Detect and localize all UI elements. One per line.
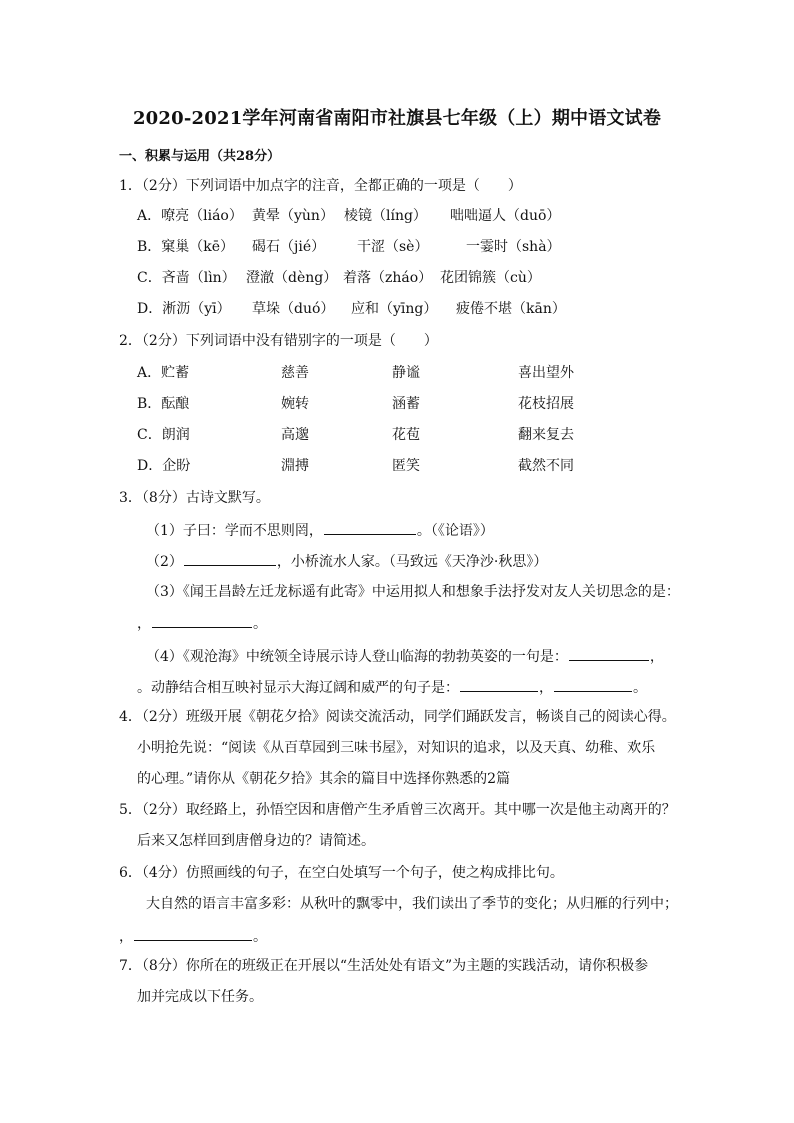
question-5-line-2: 后来又怎样回到唐僧身边的？请简述。: [137, 833, 375, 849]
option-b-3: 涵蓄: [392, 396, 420, 412]
option-c-1: C．朗润: [137, 427, 190, 443]
option-d-2: 淵搏: [281, 458, 309, 474]
answer-blank[interactable]: [324, 520, 416, 535]
question-3-stem: 3．（8分）古诗文默写。: [119, 490, 270, 506]
option-a-3: 棱镜（líng）: [344, 208, 427, 224]
q3-sub-1: [146, 520, 494, 540]
question-6-answer: [119, 926, 267, 946]
option-b-2: 碣石（jié）: [252, 239, 326, 255]
answer-blank[interactable]: [184, 551, 276, 566]
option-c-3: 着落（zháo）: [343, 270, 433, 286]
option-b-2: 婉转: [281, 396, 309, 412]
q3-sub-1-text: （1）子曰：学而不思则罔，: [146, 523, 323, 539]
question-4-line-3: 的心理。”请你从《朝花夕拾》其余的篇目中选择你熟悉的2篇: [137, 771, 511, 787]
question-4-line-1: 4．（2分）班级开展《朝花夕拾》阅读交流活动，同学们踊跃发言，畅谈自己的阅读心得。: [119, 709, 676, 725]
period: 。: [253, 616, 267, 632]
option-c-4: 翻来复去: [518, 427, 574, 443]
answer-blank[interactable]: [152, 613, 252, 628]
q3-sub-1-source: 。（《论语》）: [416, 523, 494, 539]
q3-sub-3: （3）《闻王昌龄左迁龙标遥有此寄》中运用拟人和想象手法抒发对友人关切思念的是：: [146, 584, 680, 600]
option-d-4: 截然不同: [518, 458, 574, 474]
option-a-4: 咄咄逼人（duō）: [450, 208, 561, 224]
q3-sub-4-text: （4）《观沧海》中统领全诗展示诗人登山临海的勃勃英姿的一句是：: [146, 649, 568, 665]
q3-sub-2: [146, 551, 547, 571]
comma: ，: [137, 616, 151, 632]
answer-blank[interactable]: [460, 677, 538, 692]
q3-sub-3-answer: [137, 613, 267, 633]
period: 。: [253, 929, 267, 945]
answer-blank[interactable]: [569, 646, 649, 661]
question-6-line-1: 6．（4分）仿照画线的句子，在空白处填写一个句子，使之构成排比句。: [119, 865, 564, 881]
period: 。: [633, 680, 647, 696]
option-d-3: 匿笑: [392, 458, 420, 474]
section-heading: 一、积累与运用（共28分）: [119, 149, 281, 164]
option-b-1: B．酝酿: [137, 396, 190, 412]
option-c-2: 澄澈（dèng）: [246, 270, 338, 286]
option-d-2: 草垛（duó）: [252, 301, 335, 317]
question-6-line-2: 大自然的语言丰富多彩：从秋叶的飘零中，我们读出了季节的变化；从归雁的行列中；: [146, 896, 678, 912]
q3-sub-2-num: （2）: [146, 554, 183, 570]
question-1-stem: 1．（2分）下列词语中加点字的注音，全都正确的一项是（ ）: [119, 178, 522, 194]
q3-sub-2-text: ，小桥流水人家。（马致远《天净沙·秋思》）: [276, 554, 548, 570]
option-d-4: 疲倦不堪（kān）: [456, 301, 566, 317]
comma: ，: [119, 929, 133, 945]
option-d-1: D．淅沥（yī）: [137, 301, 231, 317]
answer-blank[interactable]: [554, 677, 632, 692]
option-b-1: B．窠巢（kē）: [137, 239, 235, 255]
option-a-2: 黄晕（yùn）: [252, 208, 334, 224]
option-a-1: A．贮蓄: [137, 365, 190, 381]
option-d-3: 应和（yīng）: [351, 301, 438, 317]
option-a-4: 喜出望外: [518, 365, 574, 381]
q3-sub-4-line-2: [137, 677, 647, 697]
option-c-1: C．吝啬（lìn）: [137, 270, 236, 286]
question-5-line-1: 5．（2分）取经路上，孙悟空因和唐僧产生矛盾曾三次离开。其中哪一次是他主动离开的？: [119, 802, 676, 818]
option-b-3: 干涩（sè）: [357, 239, 429, 255]
option-b-4: 花枝招展: [518, 396, 574, 412]
option-a-1: A．嘹亮（liáo）: [137, 208, 243, 224]
option-b-4: 一霎时（shà）: [466, 239, 561, 255]
option-a-2: 慈善: [281, 365, 309, 381]
question-7-line-2: 加并完成以下任务。: [137, 989, 263, 1005]
answer-blank[interactable]: [134, 926, 252, 941]
q3-sub-4-text-2: 。动静结合相互映衬显示大海辽阔和威严的句子是：: [137, 680, 459, 696]
option-d-1: D．企盼: [137, 458, 191, 474]
option-c-2: 高邈: [281, 427, 309, 443]
q3-sub-4: [146, 646, 664, 666]
comma: ，: [649, 649, 664, 665]
comma: ，: [539, 680, 553, 696]
question-7-line-1: 7．（8分）你所在的班级正在开展以“生活处处有语文”为主题的实践活动，请你积极参: [119, 958, 649, 974]
option-c-4: 花团锦簇（cù）: [440, 270, 541, 286]
question-2-stem: 2．（2分）下列词语中没有错别字的一项是（ ）: [119, 333, 438, 349]
option-a-3: 静谧: [392, 365, 420, 381]
page-title: 2020-2021学年河南省南阳市社旗县七年级（上）期中语文试卷: [132, 108, 662, 129]
question-4-line-2: 小明抢先说：“阅读《从百草园到三味书屋》，对知识的追求，以及天真、幼稚、欢乐: [137, 740, 656, 756]
option-c-3: 花苞: [392, 427, 420, 443]
